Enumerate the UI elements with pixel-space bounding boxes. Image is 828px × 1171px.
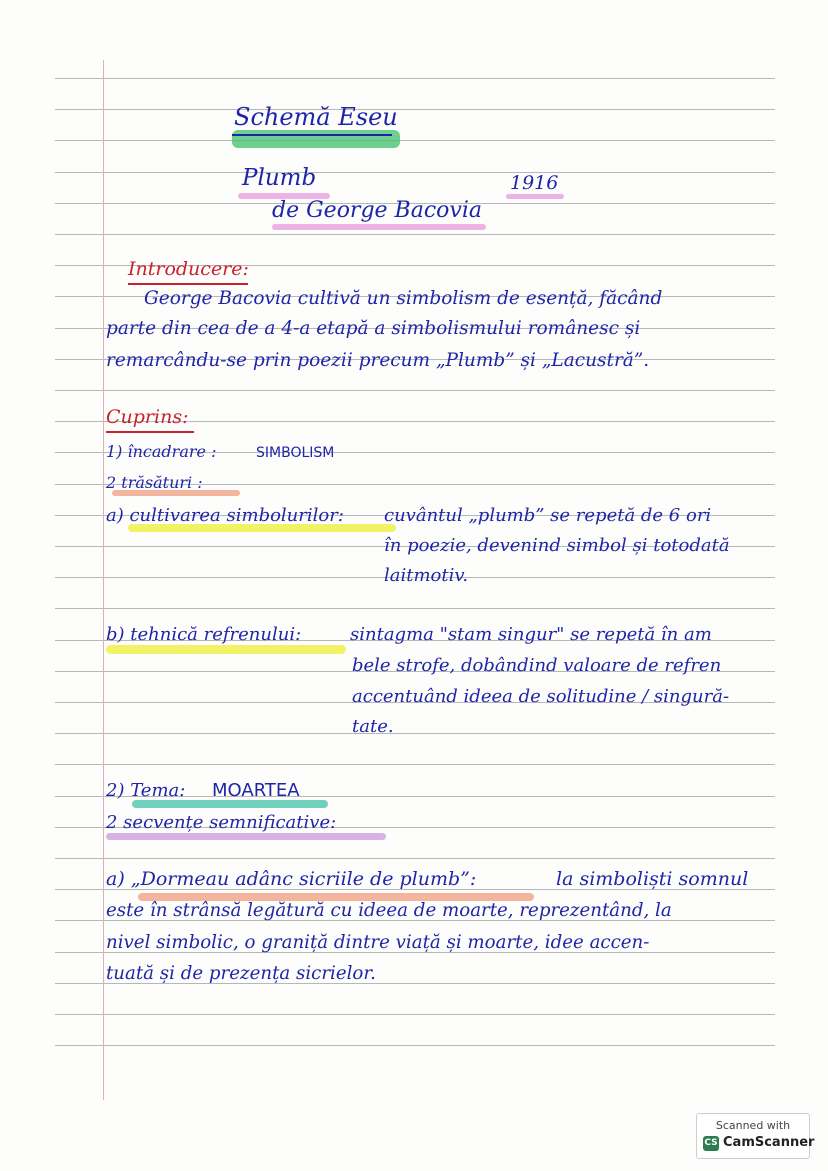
cuprins-heading: Cuprins: — [106, 406, 189, 428]
ruled-line — [55, 78, 775, 79]
ruled-line — [55, 1014, 775, 1015]
ruled-line — [55, 764, 775, 765]
author-line: de George Bacovia — [272, 198, 482, 223]
ruled-line — [55, 172, 775, 173]
sequence-a-line-1: este în strânsă legătură cu ideea de moarte, reprezentând, la — [106, 900, 672, 921]
secvente-highlight — [106, 833, 386, 840]
ruled-line — [55, 140, 775, 141]
sequence-a-label: a) „Dormeau adânc sicriile de plumb”: — [106, 868, 477, 890]
trait-b-line-3: tate. — [352, 716, 394, 737]
intro-heading-underline — [128, 283, 248, 285]
ruled-line — [55, 234, 775, 235]
cuprins-heading-underline — [106, 431, 194, 433]
year: 1916 — [510, 172, 559, 194]
tema-value: MOARTEA — [212, 780, 300, 801]
secvente-heading: 2 secvențe semnificative: — [106, 812, 337, 833]
camscanner-watermark — [696, 1113, 815, 1159]
tema-prefix: 2) Tema: — [106, 780, 186, 801]
page-title: Schemă Eseu — [234, 103, 398, 131]
trait-b-highlight — [106, 645, 346, 654]
camscanner-logo-icon: CS — [703, 1136, 719, 1151]
ruled-line — [55, 858, 775, 859]
ruled-line — [55, 733, 775, 734]
trait-a-line-2: laitmotiv. — [384, 565, 469, 586]
trait-b-label: b) tehnică refrenului: — [106, 624, 302, 645]
item-1-value: SIMBOLISM — [256, 445, 335, 461]
author-highlight — [272, 224, 486, 230]
tema-highlight — [132, 800, 328, 808]
ruled-line — [55, 1045, 775, 1046]
title-underline — [232, 134, 392, 136]
camscanner-name: CamScanner — [723, 1135, 815, 1150]
intro-line-3: remarcându-se prin poezii precum „Plumb” și „Lacustră”. — [106, 350, 650, 371]
item-1-prefix: 1) încadrare : — [106, 442, 217, 461]
intro-line-1: George Bacovia cultivă un simbolism de esență, făcând — [144, 288, 663, 309]
ruled-line — [55, 109, 775, 110]
poem-title: Plumb — [242, 165, 317, 191]
ruled-line — [55, 390, 775, 391]
item-2: 2 trăsături : — [106, 473, 203, 492]
ruled-line — [55, 608, 775, 609]
margin-line — [103, 60, 104, 1100]
trait-b-text: sintagma "stam singur" se repetă în am — [350, 624, 712, 645]
scanned-with-label: Scanned with — [715, 1119, 791, 1132]
title-highlight — [232, 130, 400, 148]
intro-heading: Introducere: — [128, 258, 249, 280]
trait-a-text: cuvântul „plumb” se repetă de 6 ori — [384, 505, 712, 526]
trait-a-line-1: în poezie, devenind simbol și totodată — [384, 535, 730, 556]
trait-b-line-2: accentuând ideea de solitudine / singură- — [352, 686, 730, 707]
trait-a-label: a) cultivarea simbolurilor: — [106, 505, 344, 526]
trait-b-line-1: bele strofe, dobândind valoare de refren — [352, 655, 722, 676]
intro-line-2: parte din cea de a 4-a etapă a simbolismului românesc și — [106, 318, 641, 339]
sequence-a-text: la simboliști somnul — [556, 868, 749, 890]
sequence-a-line-3: tuată și de prezența sicrielor. — [106, 963, 376, 984]
sequence-a-line-2: nivel simbolic, o graniță dintre viață și moarte, idee accen- — [106, 932, 650, 953]
year-highlight — [506, 194, 564, 199]
